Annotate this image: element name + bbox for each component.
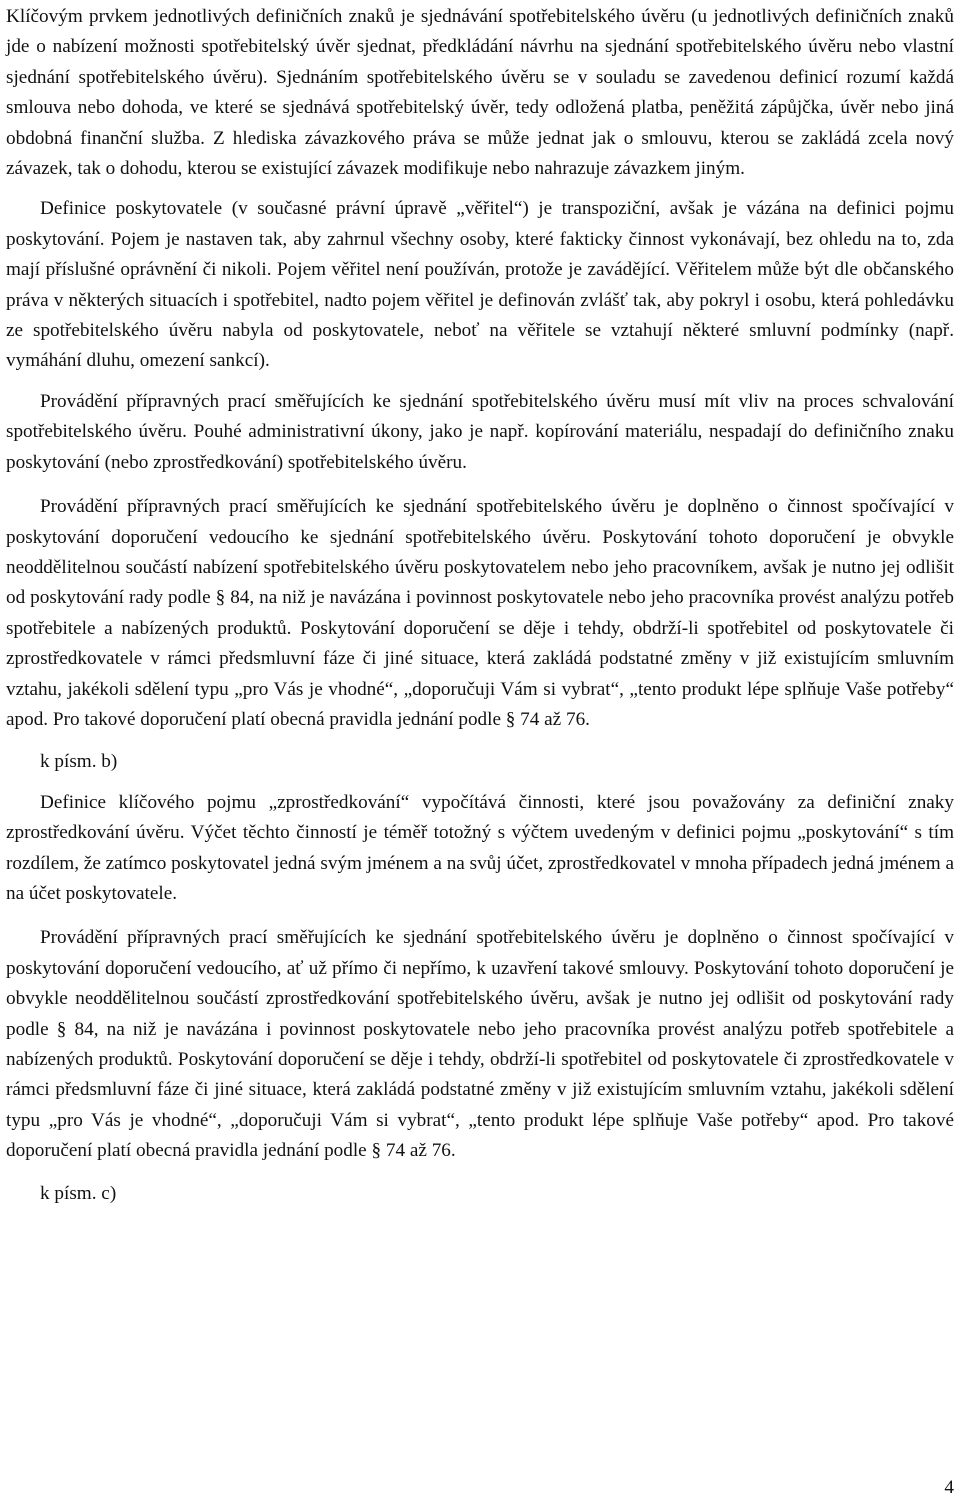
paragraph-zprostredkovani: Definice klíčového pojmu „zprostředkování“ vypočítává činnosti, které jsou považovány za definiční znaky zprostředkování úvěru. Výčet těchto činností je téměř totožný s výčtem uvedeným v definici pojmu „poskytování“ s tím rozdílem, že zatímco poskytovatel jedná svým jménem a na svůj účet, zprostředkovatel v mnoha případech jedná jménem a na účet poskytovatele.: [6, 791, 954, 904]
paragraph-pripravne-prace: Provádění přípravných prací směřujících ke sjednání spotřebitelského úvěru musí mít vliv na proces schvalování spotřebitelského úvěru. Pouhé administrativní úkony, jako je např. kopírování materiálu, nespadají do definičního znaku poskytování (nebo zprostředkování) spotřebitelského úvěru.: [6, 390, 954, 473]
paragraph-doporuceni-poskytovatel: Provádění přípravných prací směřujících ke sjednání spotřebitelského úvěru je doplněno o činnost spočívající v poskytování doporučení vedoucího ke sjednání spotřebitelského úvěru. Poskytování tohoto doporučení je obvykle neoddělitelnou součástí nabízení spotřebitelského úvěru poskytovatelem nebo jeho pracovníkem, avšak je nutno jej odlišit od poskytování rady podle § 84, na niž je navázána i povinnost poskytovatele nebo jeho pracovníka provést analýzu potřeb spotřebitele a nabízených produktů. Poskytování doporučení se děje i tehdy, obdrží-li spotřebitel od poskytovatele či zprostředkovatele v rámci předsmluvní fáze či jiné situace, která zakládá podstatné změny v již existujícím smluvním vztahu, jakékoli sdělení typu „pro Vás je vhodné“, „doporučuji Vám si vybrat“, „tento produkt lépe splňuje Vaše potřeby“ apod. Pro takové doporučení platí obecná pravidla jednání podle § 74 až 76.: [6, 496, 954, 730]
section-heading-pism-b: k písm. b): [40, 751, 118, 773]
section-heading-pism-c: k písm. c): [40, 1182, 117, 1204]
paragraph-poskytovatel: Definice poskytovatele (v současné právní úpravě „věřitel“) je transpoziční, avšak je vázána na definici pojmu poskytování. Pojem je nastaven tak, aby zahrnul všechny osoby, které fakticky činnost vykonávají, bez ohledu na to, zda mají příslušné oprávnění či nikoli. Pojem věřitel není používán, protože je zavádějící. Věřitelem může být dle občanského práva v některých situacích i spotřebitel, nadto pojem věřitel je definován zvlášť tak, aby pokryl i osobu, která pohledávku ze spotřebitelského úvěru nabyla od poskytovatele, neboť na věřitele se vztahují některé smluvní podmínky (např. vymáhání dluhu, omezení sankcí).: [6, 198, 954, 372]
document-page: [6, 2, 954, 1209]
paragraph-doporuceni-zprostredkovatel: Provádění přípravných prací směřujících ke sjednání spotřebitelského úvěru je doplněno o činnost spočívající v poskytování doporučení vedoucího, ať už přímo či nepřímo, k uzavření takové smlouvy. Poskytování tohoto doporučení je obvykle neoddělitelnou součástí zprostředkování spotřebitelského úvěru, avšak je nutno jej odlišit od poskytování rady podle § 84, na niž je navázána i povinnost poskytovatele nebo jeho pracovníka provést analýzu potřeb spotřebitele a nabízených produktů. Poskytování doporučení se děje i tehdy, obdrží-li spotřebitel od poskytovatele či zprostředkovatele v rámci předsmluvní fáze či jiné situace, která zakládá podstatné změny v již existujícím smluvním vztahu, jakékoli sdělení typu „pro Vás je vhodné“, „doporučuji Vám si vybrat“, „tento produkt lépe splňuje Vaše potřeby“ apod. Pro takové doporučení platí obecná pravidla jednání podle § 74 až 76.: [6, 927, 954, 1162]
page-number: 4: [944, 1477, 954, 1498]
paragraph-sjednavani: Klíčovým prvkem jednotlivých definičních znaků je sjednávání spotřebitelského úvěru (u jednotlivých definičních znaků jde o nabízení možnosti spotřebitelský úvěr sjednat, předkládání návrhu na sjednání spotřebitelského úvěru nebo vlastní sjednání spotřebitelského úvěru). Sjednáním spotřebitelského úvěru se v souladu se zavedenou definicí rozumí každá smlouva nebo dohoda, ve které se sjednává spotřebitelský úvěr, tedy odložená platba, peněžitá zápůjčka, úvěr nebo jiná obdobná finanční služba. Z hlediska závazkového práva se může jednat jak o smlouvu, kterou se zakládá zcela nový závazek, tak o dohodu, kterou se existující závazek modifikuje nebo nahrazuje závazkem jiným.: [6, 6, 954, 180]
